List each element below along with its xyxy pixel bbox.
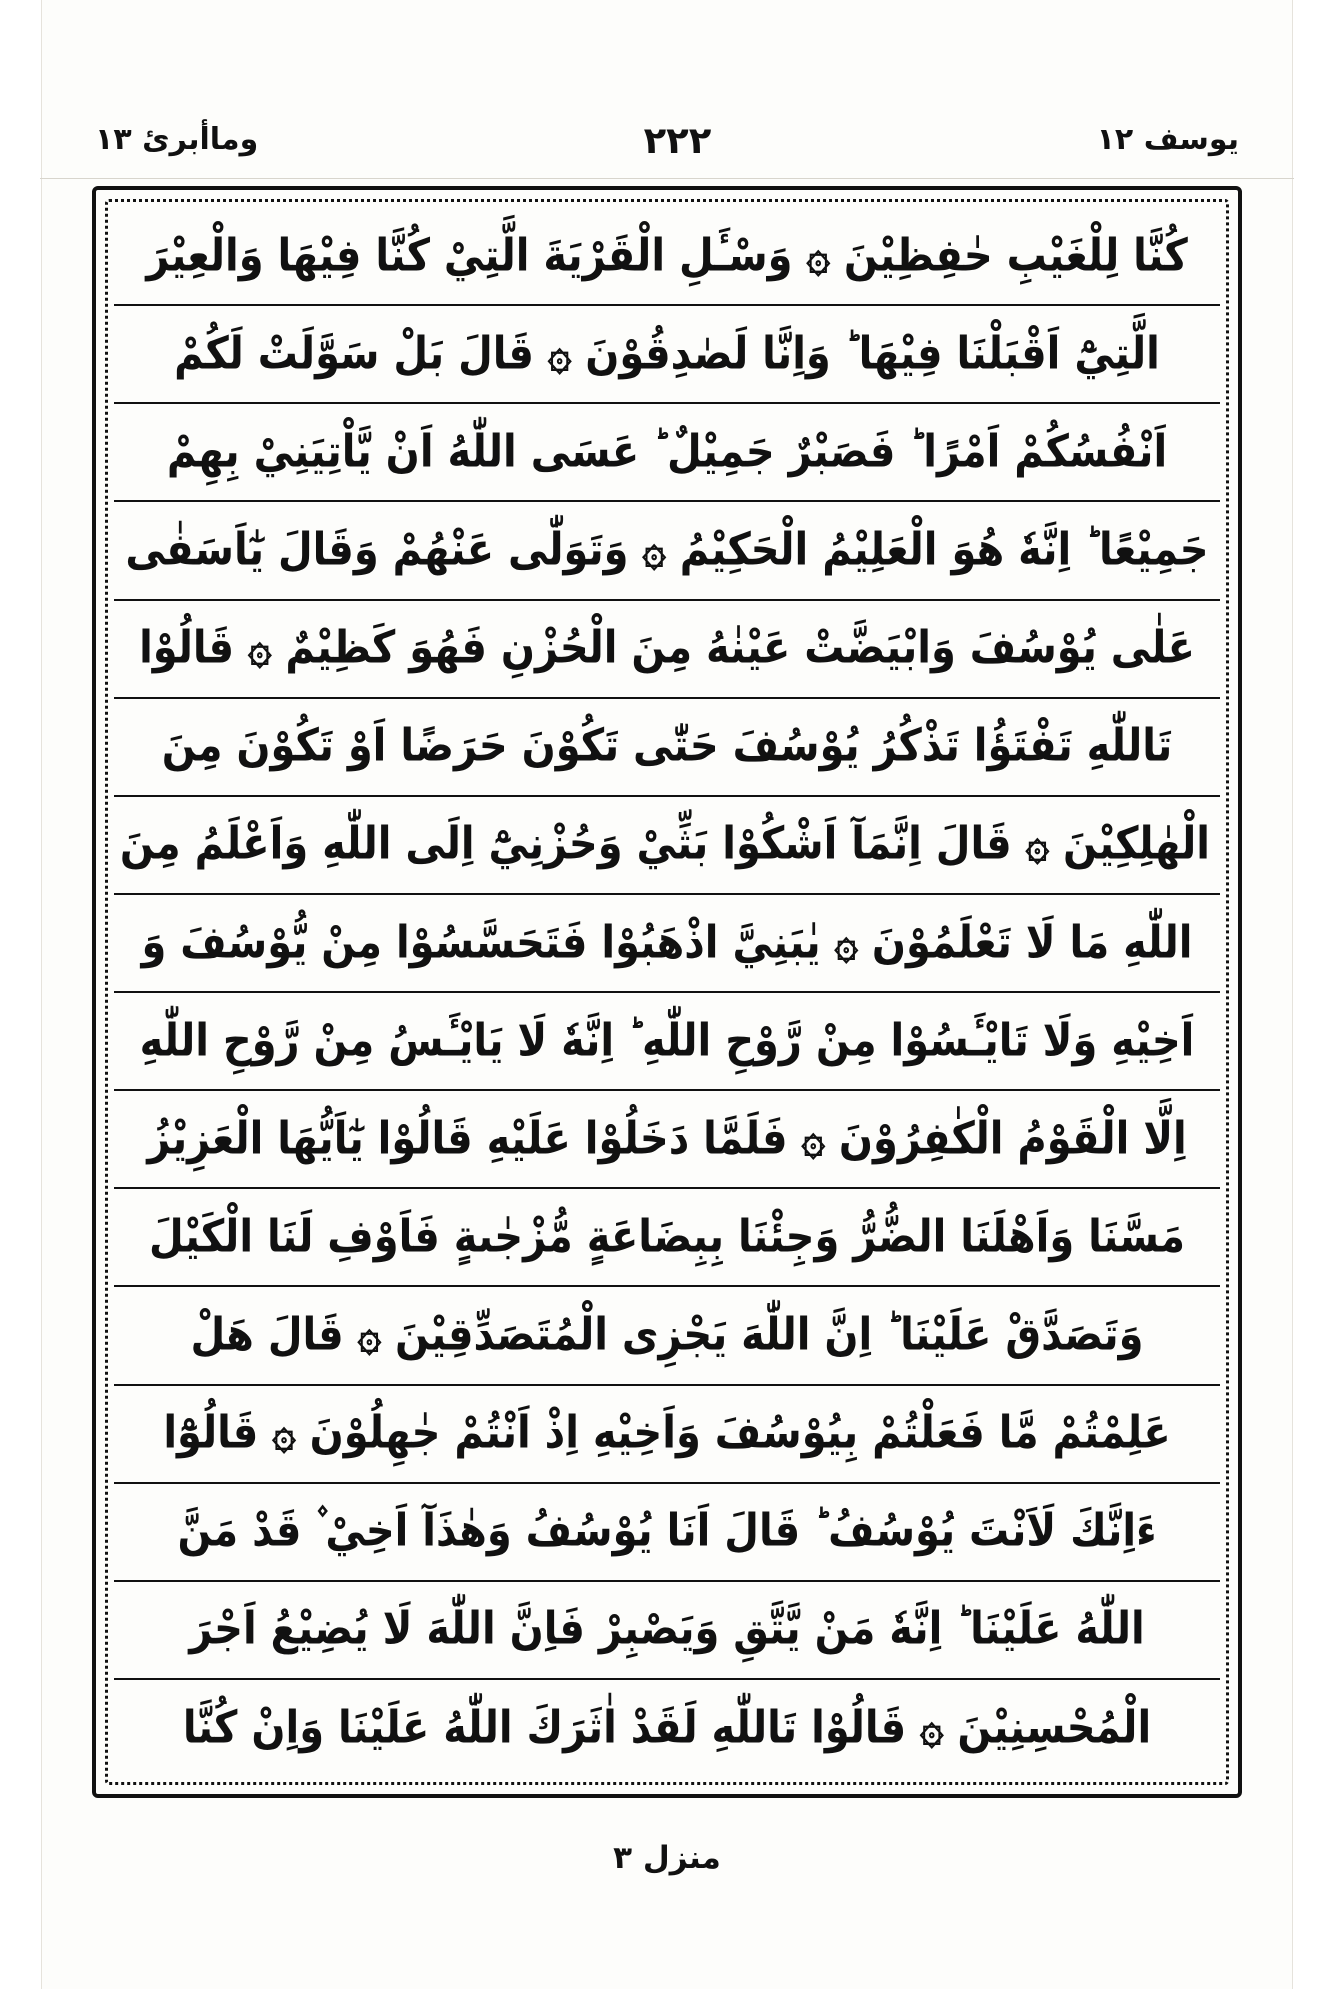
right-margin-rule	[1292, 0, 1293, 1989]
surah-name: يوسف ١٢	[1096, 122, 1239, 157]
ayah-text: عَلِمْتُمْ مَّا فَعَلْتُمْ بِيُوْسُفَ وَاَخِيْهِ اِذْ اَنْتُمْ جٰهِلُوْنَ ۞ قَالُوْٓا	[163, 1407, 1171, 1459]
text-frame-outer	[92, 186, 1242, 1798]
ayah-line	[114, 699, 1220, 797]
juz-name: وماأبرئ ١٣	[95, 122, 259, 157]
ayah-line	[114, 306, 1220, 404]
ayah-line	[114, 502, 1220, 600]
page-header	[95, 110, 1239, 170]
ayah-text: وَتَصَدَّقْ عَلَيْنَا ؕ اِنَّ اللّٰهَ يَجْزِى الْمُتَصَدِّقِيْنَ ۞ قَالَ هَلْ	[190, 1309, 1144, 1361]
ayah-line	[114, 208, 1220, 306]
ayah-text: الَّتِيْٓ اَقْبَلْنَا فِيْهَا ؕ وَاِنَّا لَصٰدِقُوْنَ ۞ قَالَ بَلْ سَوَّلَتْ لَكُمْ	[174, 327, 1160, 380]
ayah-text: اِلَّا الْقَوْمُ الْكٰفِرُوْنَ ۞ فَلَمَّا دَخَلُوْا عَلَيْهِ قَالُوْا يٰٓاَيُّهَا الْعَزِيْزُ	[147, 1112, 1187, 1165]
ayah-line	[114, 797, 1220, 895]
left-margin-rule	[41, 0, 42, 1989]
ayah-line	[114, 1484, 1220, 1582]
ayah-text: اَنْفُسُكُمْ اَمْرًا ؕ فَصَبْرٌ جَمِيْلٌ ؕ عَسَى اللّٰهُ اَنْ يَّاْتِيَنِيْ بِهِمْ	[166, 426, 1168, 478]
page-footer	[0, 1840, 1334, 1876]
ayah-lines	[114, 208, 1220, 1776]
ayah-line	[114, 404, 1220, 502]
ayah-text: عَلٰى يُوْسُفَ وَابْيَضَّتْ عَيْنٰهُ مِنَ الْحُزْنِ فَهُوَ كَظِيْمٌ ۞ قَالُوْا	[139, 622, 1195, 674]
ayah-line	[114, 895, 1220, 993]
ayah-line	[114, 1386, 1220, 1484]
ayah-line	[114, 1582, 1220, 1680]
ayah-text: الْهٰلِكِيْنَ ۞ قَالَ اِنَّمَآ اَشْكُوْا بَثِّيْ وَحُزْنِيْٓ اِلَى اللّٰهِ وَاَعْلَمُ مِنَ	[119, 818, 1210, 871]
ayah-line	[114, 601, 1220, 699]
ayah-text: ءَاِنَّكَ لَاَنْتَ يُوْسُفُ ؕ قَالَ اَنَا يُوْسُفُ وَهٰذَآ اَخِيْ ۫ قَدْ مَنَّ	[177, 1505, 1157, 1557]
ayah-line	[114, 993, 1220, 1091]
ayah-text: اللّٰهِ مَا لَا تَعْلَمُوْنَ ۞ يٰبَنِيَّ اذْهَبُوْا فَتَحَسَّسُوْا مِنْ يُّوْسُفَ وَ	[141, 916, 1193, 969]
ayah-text: اللّٰهُ عَلَيْنَا ؕ اِنَّهٗ مَنْ يَّتَّقِ وَيَصْبِرْ فَاِنَّ اللّٰهَ لَا يُضِيْعُ اَجْرَ	[189, 1603, 1145, 1656]
ayah-line	[114, 1189, 1220, 1287]
ayah-line	[114, 1680, 1220, 1776]
ayah-text: تَاللّٰهِ تَفْتَؤُا تَذْكُرُ يُوْسُفَ حَتّٰى تَكُوْنَ حَرَضًا اَوْ تَكُوْنَ مِنَ	[161, 720, 1173, 772]
ayah-text: الْمُحْسِنِيْنَ ۞ قَالُوْا تَاللّٰهِ لَقَدْ اٰثَرَكَ اللّٰهُ عَلَيْنَا وَاِنْ كُنَّا	[182, 1701, 1152, 1754]
ayah-text: كُنَّا لِلْغَيْبِ حٰفِظِيْنَ ۞ وَسْـَٔلِ الْقَرْيَةَ الَّتِيْ كُنَّا فِيْهَا وَالْعِيْرَ	[146, 229, 1188, 282]
ayah-text: جَمِيْعًا ؕ اِنَّهٗ هُوَ الْعَلِيْمُ الْحَكِيْمُ ۞ وَتَوَلّٰى عَنْهُمْ وَقَالَ يٰٓاَسَفٰى	[125, 524, 1209, 576]
page-left-margin	[0, 0, 42, 1989]
ayah-line	[114, 1091, 1220, 1189]
page-number: ٢٢٢	[643, 118, 712, 162]
header-divider	[40, 178, 1294, 179]
text-frame-inner	[105, 199, 1229, 1785]
ayah-line	[114, 1287, 1220, 1385]
ayah-text: اَخِيْهِ وَلَا تَايْـَٔسُوْا مِنْ رَّوْحِ اللّٰهِ ؕ اِنَّهٗ لَا يَايْـَٔسُ مِنْ رَّوْحِ اللّٰهِ	[139, 1014, 1195, 1067]
manzil-label: منزل ٣	[613, 1840, 721, 1876]
ayah-text: مَسَّنَا وَاَهْلَنَا الضُّرُّ وَجِئْنَا بِبِضَاعَةٍ مُّزْجٰىةٍ فَاَوْفِ لَنَا الْكَيْلَ	[149, 1211, 1185, 1263]
page-right-margin	[1292, 0, 1334, 1989]
